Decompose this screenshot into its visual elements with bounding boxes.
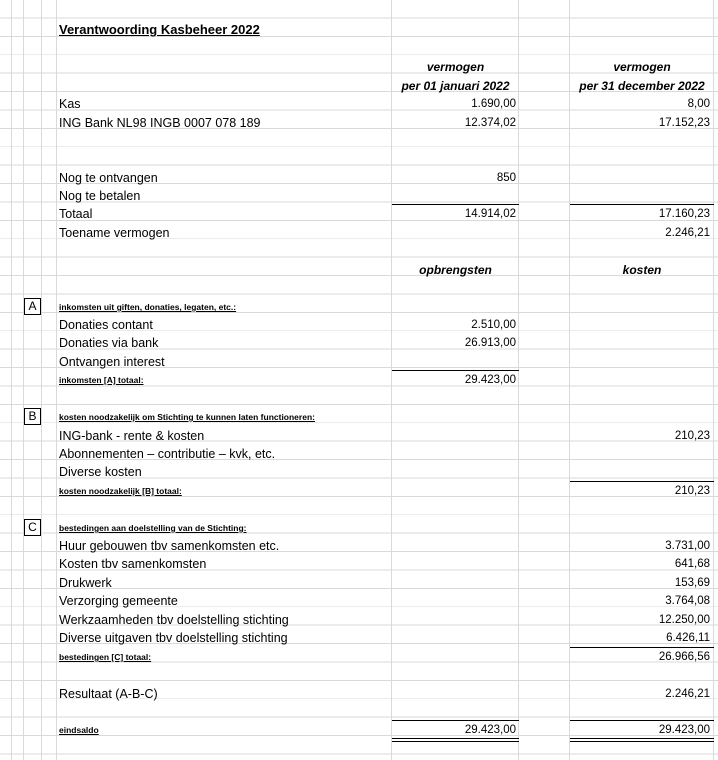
- toename-label: Toename vermogen: [59, 226, 170, 240]
- bank-begin-value: 12.374,02: [464, 117, 516, 129]
- section-b-total-value: 210,23: [674, 485, 710, 497]
- section-b-heading: kosten noodzakelijk om Stichting te kunnen laten functioneren:: [59, 412, 315, 422]
- bank-end-value: 17.152,23: [658, 117, 710, 129]
- section-c-row-1-value: 3.731,00: [665, 540, 710, 552]
- section-c-row-5-label: Werkzaamheden tbv doelstelling stichting: [59, 613, 289, 627]
- col2-header-line1: vermogen: [613, 60, 671, 74]
- kas-begin-value: 1.690,00: [471, 98, 516, 110]
- section-b-row-2-label: Abonnementen – contributie – kvk, etc.: [59, 447, 276, 461]
- section-c-box: C: [24, 519, 41, 536]
- section-a-total-value: 29.423,00: [464, 374, 516, 386]
- section-c-row-2-label: Kosten tbv samenkomsten: [59, 557, 207, 571]
- opbrengsten-header: opbrengsten: [419, 263, 492, 277]
- kas-end-value: 8,00: [687, 98, 710, 110]
- nog-te-betalen-label: Nog te betalen: [59, 189, 141, 203]
- section-a-box: A: [24, 298, 41, 315]
- totaal-label: Totaal: [59, 207, 93, 221]
- toename-value: 2.246,21: [665, 227, 710, 239]
- section-c-row-2-value: 641,68: [674, 558, 710, 570]
- section-b-row-3-label: Diverse kosten: [59, 465, 142, 479]
- sheet-title: Verantwoording Kasbeheer 2022: [59, 22, 260, 37]
- section-b-total-label: kosten noodzakelijk [B] totaal:: [59, 486, 182, 496]
- kosten-header: kosten: [622, 263, 662, 277]
- eindsaldo-value-2: 29.423,00: [658, 724, 710, 736]
- section-c-row-6-label: Diverse uitgaven tbv doelstelling stichting: [59, 631, 288, 645]
- section-c-row-4-value: 3.764,08: [665, 595, 710, 607]
- eindsaldo-double-rule-1: [392, 738, 519, 742]
- section-a-row-1-label: Donaties contant: [59, 318, 153, 332]
- totaal-begin-value: 14.914,02: [464, 208, 516, 220]
- eindsaldo-value-1: 29.423,00: [464, 724, 516, 736]
- bank-label: ING Bank NL98 INGB 0007 078 189: [59, 116, 261, 130]
- section-b-box: B: [24, 408, 41, 425]
- col2-header-line2: per 31 december 2022: [579, 79, 705, 93]
- section-a-heading: inkomsten uit giften, donaties, legaten, etc.:: [59, 302, 237, 312]
- section-c-row-1-label: Huur gebouwen tbv samenkomsten etc.: [59, 539, 280, 553]
- nog-te-ontvangen-label: Nog te ontvangen: [59, 171, 158, 185]
- section-c-row-3-value: 153,69: [674, 577, 710, 589]
- section-c-row-5-value: 12.250,00: [658, 614, 710, 626]
- col1-header-line1: vermogen: [426, 60, 485, 74]
- section-c-row-4-label: Verzorging gemeente: [59, 594, 178, 608]
- section-a-row-1-value: 2.510,00: [471, 319, 516, 331]
- section-c-total-label: bestedingen [C] totaal:: [59, 652, 152, 662]
- section-b-row-1-label: ING-bank - rente & kosten: [59, 429, 205, 443]
- eindsaldo-label: eindsaldo: [59, 725, 99, 735]
- col1-header-line2: per 01 januari 2022: [401, 79, 510, 93]
- section-c-heading: bestedingen aan doelstelling van de Stichting:: [59, 523, 247, 533]
- section-a-row-2-label: Donaties via bank: [59, 336, 159, 350]
- section-b-row-1-value: 210,23: [674, 430, 710, 442]
- section-c-row-3-label: Drukwerk: [59, 576, 112, 590]
- section-a-total-label: inkomsten [A] totaal:: [59, 375, 144, 385]
- section-a-row-3-label: Ontvangen interest: [59, 355, 165, 369]
- eindsaldo-double-rule-2: [570, 738, 714, 742]
- resultaat-value: 2.246,21: [665, 688, 710, 700]
- section-c-row-6-value: 6.426,11: [666, 632, 710, 644]
- section-c-total-value: 26.966,56: [658, 651, 710, 663]
- totaal-end-value: 17.160,23: [658, 208, 710, 220]
- section-a-row-2-value: 26.913,00: [464, 337, 516, 349]
- kas-label: Kas: [59, 97, 81, 111]
- resultaat-label: Resultaat (A-B-C): [59, 687, 158, 701]
- nog-te-ontvangen-value: 850: [496, 172, 516, 184]
